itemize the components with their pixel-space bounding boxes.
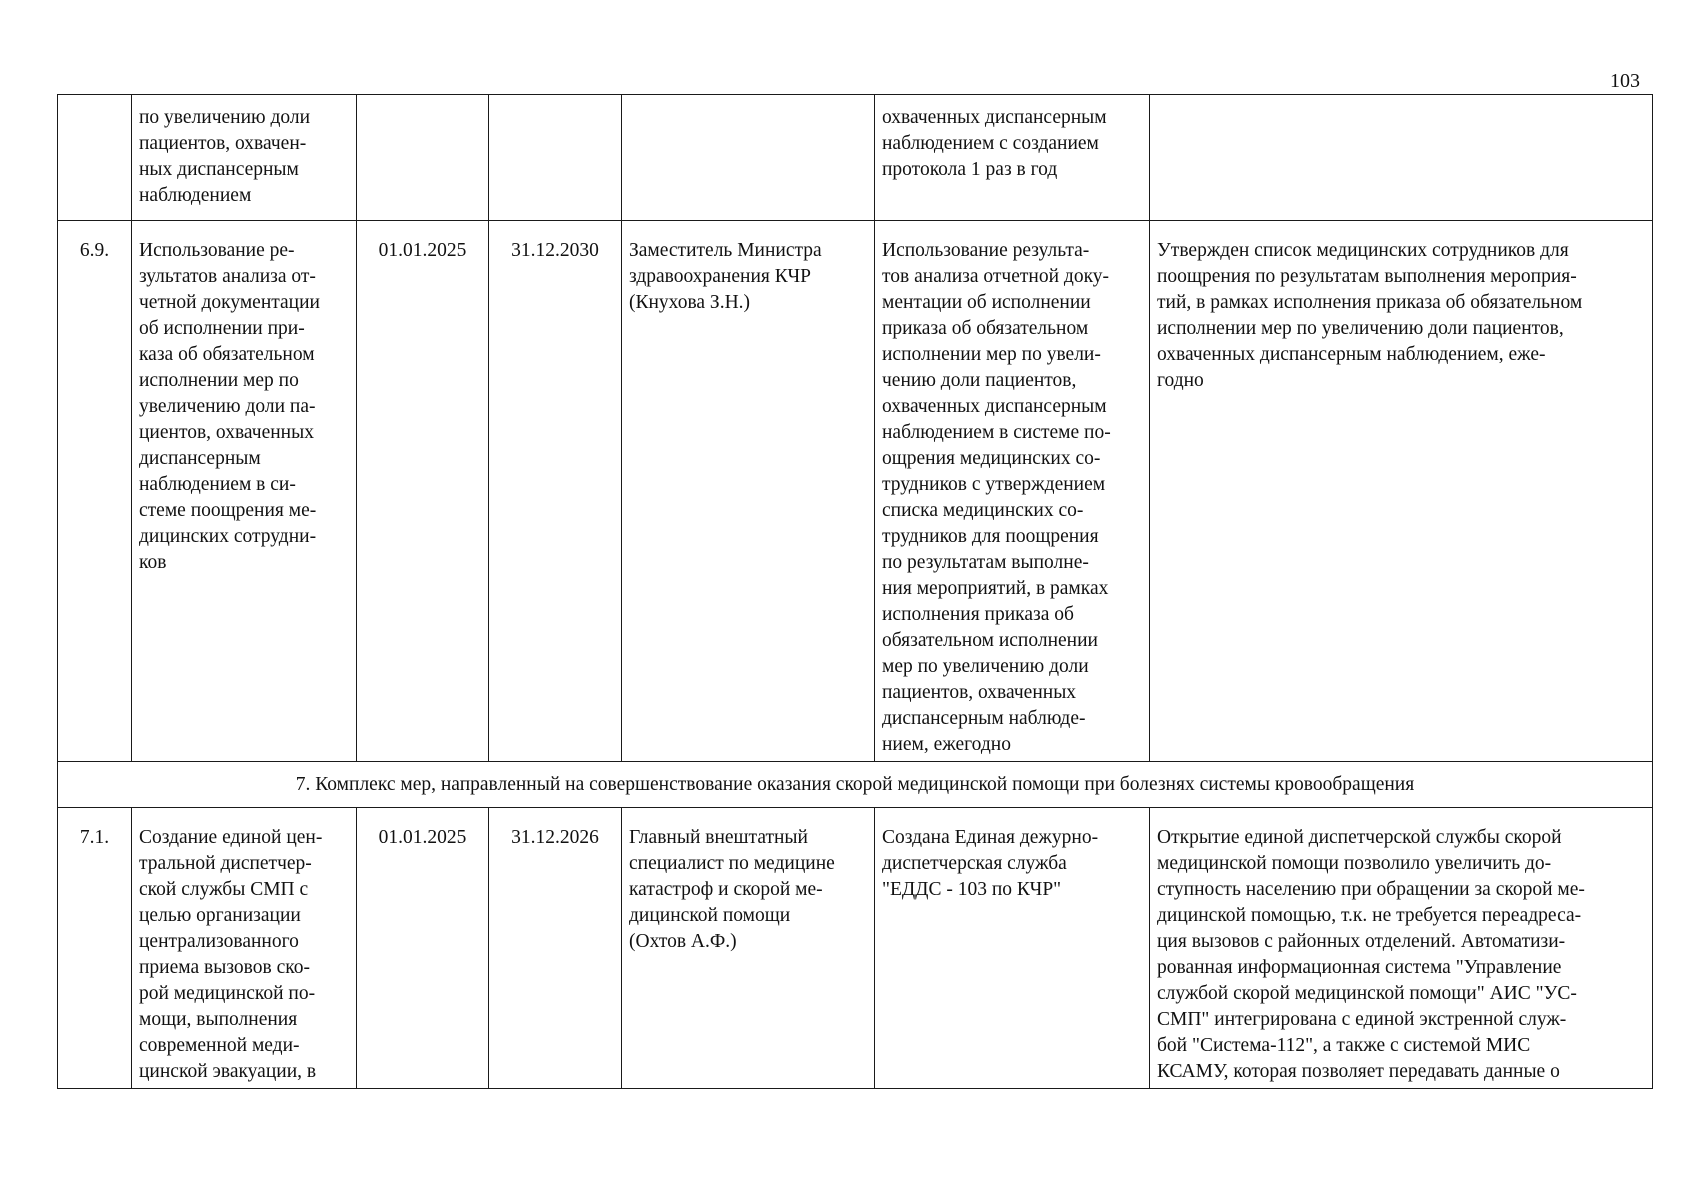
outcome-cell: Открытие единой диспетчерской службы скорой медицинской помощи позволило увеличить до- ступность населению при обращении за скорой ме- дицинской помощью, т.к. не требуется переадреса- ция вызовов с районных отделений. Автоматизи- рованная информационная система "Управление службой скорой медицинской помощи" АИС "УС- СМП" интегрирована с единой экстренной служ- бой "Система-112", а также с системой МИС КСАМУ, которая позволяет передавать данные о xyxy=(1150,808,1653,1089)
outcome-cell xyxy=(1150,95,1653,221)
end-date-cell: 31.12.2030 xyxy=(489,221,622,762)
row-number-cell: 7.1. xyxy=(58,808,132,1089)
executor-cell: Главный внештатный специалист по медицине катастроф и скорой ме- дицинской помощи (Охтов А.Ф.) xyxy=(622,808,875,1089)
measure-cell: Создание единой цен- тральной диспетчер- ской службы СМП с целью организации централизованного приема вызовов ско- рой медицинской по- мощи, выполнения современной меди- цинской эвакуации, в xyxy=(132,808,357,1089)
result-cell: Создана Единая дежурно- диспетчерская служба "ЕДДС - 103 по КЧР" xyxy=(875,808,1150,1089)
table-row xyxy=(58,221,1653,762)
table-row xyxy=(58,808,1653,1089)
result-cell: Использование результа- тов анализа отчетной доку- ментации об исполнении приказа об обязательном исполнении мер по увели- чению доли пациентов, охваченных диспансерным наблюдением в системе по- ощрения медицинских со- трудников с утверждением списка медицинских со- трудников для поощрения по результатам выполне- ния мероприятий, в рамках исполнения приказа об обязательном исполнении мер по увеличению доли пациентов, охваченных диспансерным наблюде- нием, ежегодно xyxy=(875,221,1150,762)
end-date-cell xyxy=(489,95,622,221)
section-header-row xyxy=(58,762,1653,808)
measure-cell: Использование ре- зультатов анализа от- четной документации об исполнении при- каза об обязательном исполнении мер по увеличению доли па- циентов, охваченных диспансерным наблюдением в си- стеме поощрения ме- дицинских сотрудни- ков xyxy=(132,221,357,762)
outcome-cell: Утвержден список медицинских сотрудников для поощрения по результатам выполнения мероприя- тий, в рамках исполнения приказа об обязательном исполнении мер по увеличению доли пациентов, охваченных диспансерным наблюдением, еже- годно xyxy=(1150,221,1653,762)
executor-cell xyxy=(622,95,875,221)
result-cell: охваченных диспансерным наблюдением с созданием протокола 1 раз в год xyxy=(875,95,1150,221)
row-number-cell: 6.9. xyxy=(58,221,132,762)
start-date-cell: 01.01.2025 xyxy=(357,221,489,762)
measure-cell: по увеличению доли пациентов, охвачен- ных диспансерным наблюдением xyxy=(132,95,357,221)
table-row xyxy=(58,95,1653,221)
start-date-cell: 01.01.2025 xyxy=(357,808,489,1089)
end-date-cell: 31.12.2026 xyxy=(489,808,622,1089)
row-number-cell xyxy=(58,95,132,221)
start-date-cell xyxy=(357,95,489,221)
measures-table xyxy=(57,94,1653,1089)
executor-cell: Заместитель Министра здравоохранения КЧР (Кнухова З.Н.) xyxy=(622,221,875,762)
section-title: 7. Комплекс мер, направленный на совершенствование оказания скорой медицинской помощи при болезнях системы кровообращения xyxy=(58,762,1653,808)
page-number: 103 xyxy=(1610,70,1640,92)
